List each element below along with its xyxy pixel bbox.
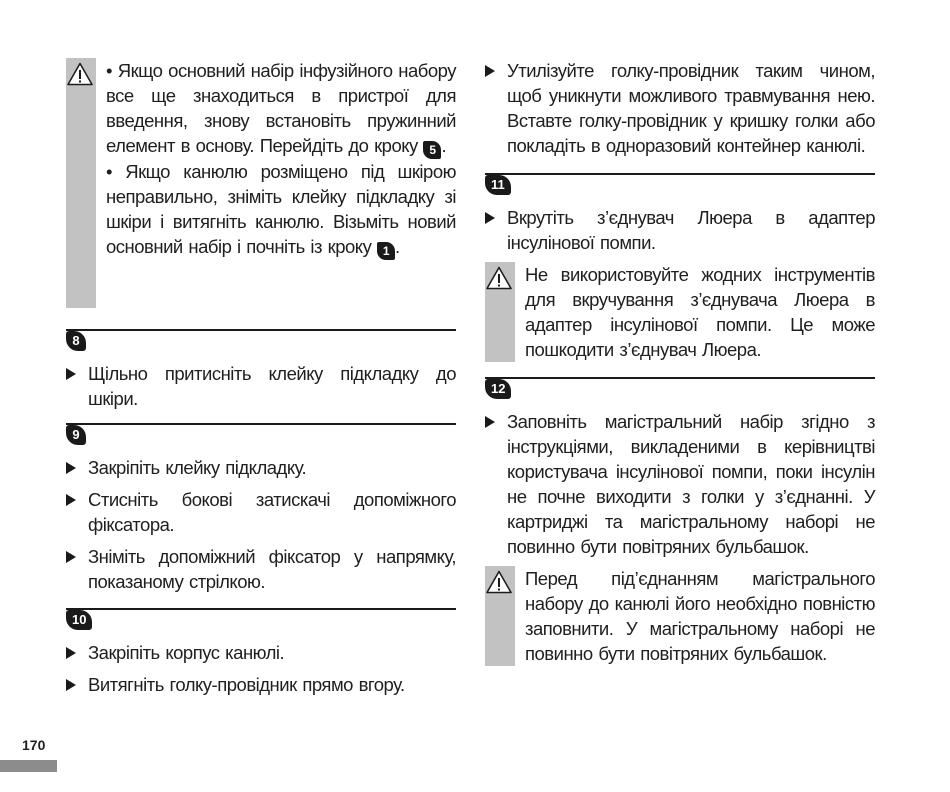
warning-bar <box>66 58 96 308</box>
warning-block-luer-tools <box>485 262 875 362</box>
step-number-badge: 8 <box>66 331 86 351</box>
page-number: 170 <box>22 737 46 753</box>
section-rule <box>66 608 456 610</box>
right-column <box>485 58 875 666</box>
step-10-instruction-2: Витягніть голку-провідник прямо вгору. <box>66 672 456 697</box>
step-number-badge: 12 <box>485 379 511 399</box>
step-8-header <box>66 329 456 355</box>
section-rule <box>485 377 875 379</box>
warning-text: Не використовуйте жодних інструментів для вкручування з’єднувача Люера в адаптер інсулінової помпи. Це може пошкодити з’єднувач Люера. <box>525 264 875 360</box>
step-number-badge: 9 <box>66 425 86 445</box>
step-8-instruction: Щільно притисніть клейку підкладку до шкіри. <box>66 361 456 411</box>
step-11-header <box>485 173 875 199</box>
dispose-needle-instruction: Утилізуйте голку-провідник таким чином, щоб уникнути можливого травмування нею. Вставте голку-провідник у кришку голки або покладіть в одноразовий контейнер канюлі. <box>485 58 875 158</box>
step-number-badge: 10 <box>66 610 92 630</box>
step-reference-badge: 1 <box>377 242 395 260</box>
step-9-instruction-1: Закріпіть клейку підкладку. <box>66 455 456 480</box>
step-reference-badge: 5 <box>423 141 441 159</box>
step-number-badge: 11 <box>485 175 511 195</box>
left-column <box>66 58 456 704</box>
step-9-header <box>66 423 456 449</box>
page-number-bar <box>0 760 57 772</box>
warning-block-reinsert <box>66 58 456 308</box>
warning-block-fill-tubing <box>485 566 875 666</box>
warning-text: Перед під’єднанням магістрального набору до канюлі його необхідно повністю заповнити. У магістральному наборі не повинно бути повітряних бульбашок. <box>525 568 875 664</box>
warning-triangle-icon <box>486 570 512 594</box>
warning-triangle-icon <box>486 266 512 290</box>
step-12-instruction: Заповніть магістральний набір згідно з інструкціями, викладеними в керівництві користувача інсулінової помпи, поки інсулін не почне виходити з голки у з’єднанні. У картриджі та магістральному наборі не повинно бути повітряних бульбашок. <box>485 409 875 559</box>
section-rule <box>66 329 456 331</box>
step-10-instruction-1: Закріпіть корпус канюлі. <box>66 640 456 665</box>
step-10-header <box>66 608 456 634</box>
step-9-instruction-3: Зніміть допоміжний фіксатор у напрямку, показаному стрілкою. <box>66 544 456 594</box>
step-11-instruction: Вкрутіть з’єднувач Люера в адаптер інсулінової помпи. <box>485 205 875 255</box>
warning-item-2: • Якщо канюлю розміщено під шкірою неправильно, зніміть клейку підкладку зі шкіри і витягніть канюлю. Візьміть новий основний набір і почніть із кроку 1 . <box>106 161 456 258</box>
section-rule <box>485 173 875 175</box>
step-9-instruction-2: Стисніть бокові затискачі допоміжного фіксатора. <box>66 487 456 537</box>
warning-item-1: • Якщо основний набір інфузійного набору все ще знаходиться в пристрої для введення, знову встановіть пружинний елемент в основу. Перейдіть до кроку 5 . <box>106 60 456 157</box>
section-rule <box>66 423 456 425</box>
warning-triangle-icon <box>67 62 93 86</box>
step-12-header <box>485 377 875 403</box>
